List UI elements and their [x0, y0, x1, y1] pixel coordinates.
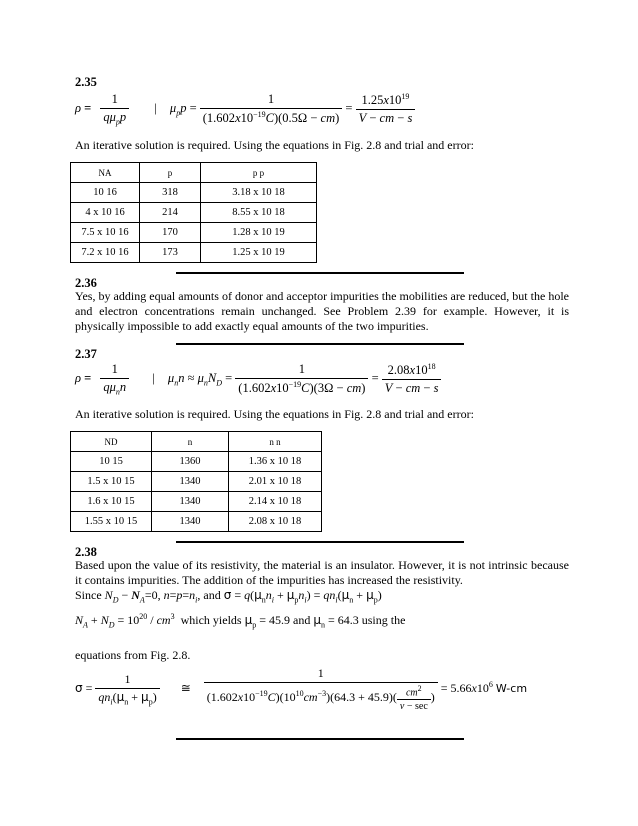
divider: [176, 541, 464, 543]
cell: 4 x 10 16: [71, 203, 140, 223]
divider: [176, 343, 464, 345]
problem-2-37-text: An iterative solution is required. Using the equations in Fig. 2.8 and trial and error:: [75, 407, 474, 421]
cell: 1.25 x 10 19: [201, 243, 317, 263]
resistivity-units: W-cm: [495, 681, 528, 695]
cell: 2.01 x 10 18: [229, 472, 322, 492]
cell: 7.5 x 10 16: [71, 223, 140, 243]
table-2-37: [70, 431, 322, 532]
cell: 1.55 x 10 15: [71, 512, 152, 532]
cell: 318: [140, 183, 201, 203]
cell: 1.6 x 10 15: [71, 492, 152, 512]
cell: 1.5 x 10 15: [71, 472, 152, 492]
cell: 8.55 x 10 18: [201, 203, 317, 223]
table-row: [71, 472, 322, 492]
cell: 1.36 x 10 18: [229, 452, 322, 472]
cell: 3.18 x 10 18: [201, 183, 317, 203]
table-row: [71, 163, 317, 183]
table-row: [71, 223, 317, 243]
cell: 1360: [152, 452, 229, 472]
equation-2-38-sigma: σ = $\frac{1}{qn_i(\mu_n + \mu_p)}$ ≅ 1 $(1.602x10^{-19}C)(10^{10}cm^{-3})(64.3 + 45.9)$( $\frac{cm^2}{v - \sec}$ ) = $5.66x10^6$ W-cm: [75, 666, 528, 713]
equation-2-38-line2: $N_A + N_D = 10^{20} / cm^3$ which yields $\mu_p = 45.9$ and $\mu_n = 64.3$ using the: [75, 612, 406, 630]
equation-2-35: ρ = $\frac{1}{q\mu_pp}$ | $\mu_pp$ = $\frac{1}{(1.602x10^{-19}C)(0.5\Omega - cm)}$ = $\frac{1.25x10^{19}}{V - cm - s}$: [75, 92, 415, 127]
header-nd: ND: [71, 432, 152, 452]
cell: 1340: [152, 512, 229, 532]
problem-2-35-heading: 2.35: [75, 75, 97, 89]
table-row: [71, 492, 322, 512]
problem-2-38-heading: 2.38: [75, 545, 97, 559]
cell: 214: [140, 203, 201, 223]
header-n: n: [152, 432, 229, 452]
problem-2-38-text: Based upon the value of its resistivity, the material is an insulator. However, it is not intrinsic because it contains impurities. The addition of the impurities has increased the resistivity.: [75, 558, 569, 587]
cell: 2.14 x 10 18: [229, 492, 322, 512]
problem-2-36-heading: 2.36: [75, 276, 97, 290]
cell: 10 15: [71, 452, 152, 472]
table-row: [71, 432, 322, 452]
cell: 173: [140, 243, 201, 263]
table-row: [71, 452, 322, 472]
divider: [176, 738, 464, 740]
cell: 170: [140, 223, 201, 243]
header-mu-n: n n: [229, 432, 322, 452]
cell: 10 16: [71, 183, 140, 203]
problem-2-37-heading: 2.37: [75, 347, 97, 361]
cell: 2.08 x 10 18: [229, 512, 322, 532]
cell: 1340: [152, 492, 229, 512]
table-row: [71, 183, 317, 203]
cell: 7.2 x 10 16: [71, 243, 140, 263]
divider: [176, 272, 464, 274]
table-row: [71, 203, 317, 223]
header-p: p: [140, 163, 201, 183]
equation-2-37: ρ = $\frac{1}{q\mu_nn}$ | $\mu_nn \approx \mu_nN_D$ = $\frac{1}{(1.602x10^{-19}C)(3\Omega - cm)}$ = $\frac{2.08x10^{18}}{V - cm - s}$: [75, 362, 441, 397]
header-mu-p: p p: [201, 163, 317, 183]
table-row: [71, 512, 322, 532]
cell: 1.28 x 10 19: [201, 223, 317, 243]
header-na: NA: [71, 163, 140, 183]
table-row: [71, 243, 317, 263]
problem-2-36-text: Yes, by adding equal amounts of donor and acceptor impurities the mobilities are reduced, but the hole and electron concentrations remain unchanged. See Problem 2.39 for example. However, it is physically impossible to add exactly equal amounts of the two impurities.: [75, 289, 569, 333]
problem-2-38-line3: equations from Fig. 2.8.: [75, 648, 191, 662]
equation-2-38-line1: Since $N_D - N_A=0$, $n=p=n_i$, and $\sigma = q(\mu_nn_i + \mu_pn_i) = qn_i(\mu_n + \mu_p)$: [75, 588, 382, 605]
table-2-35: [70, 162, 317, 263]
cell: 1340: [152, 472, 229, 492]
problem-2-35-text: An iterative solution is required. Using the equations in Fig. 2.8 and trial and error:: [75, 138, 474, 152]
